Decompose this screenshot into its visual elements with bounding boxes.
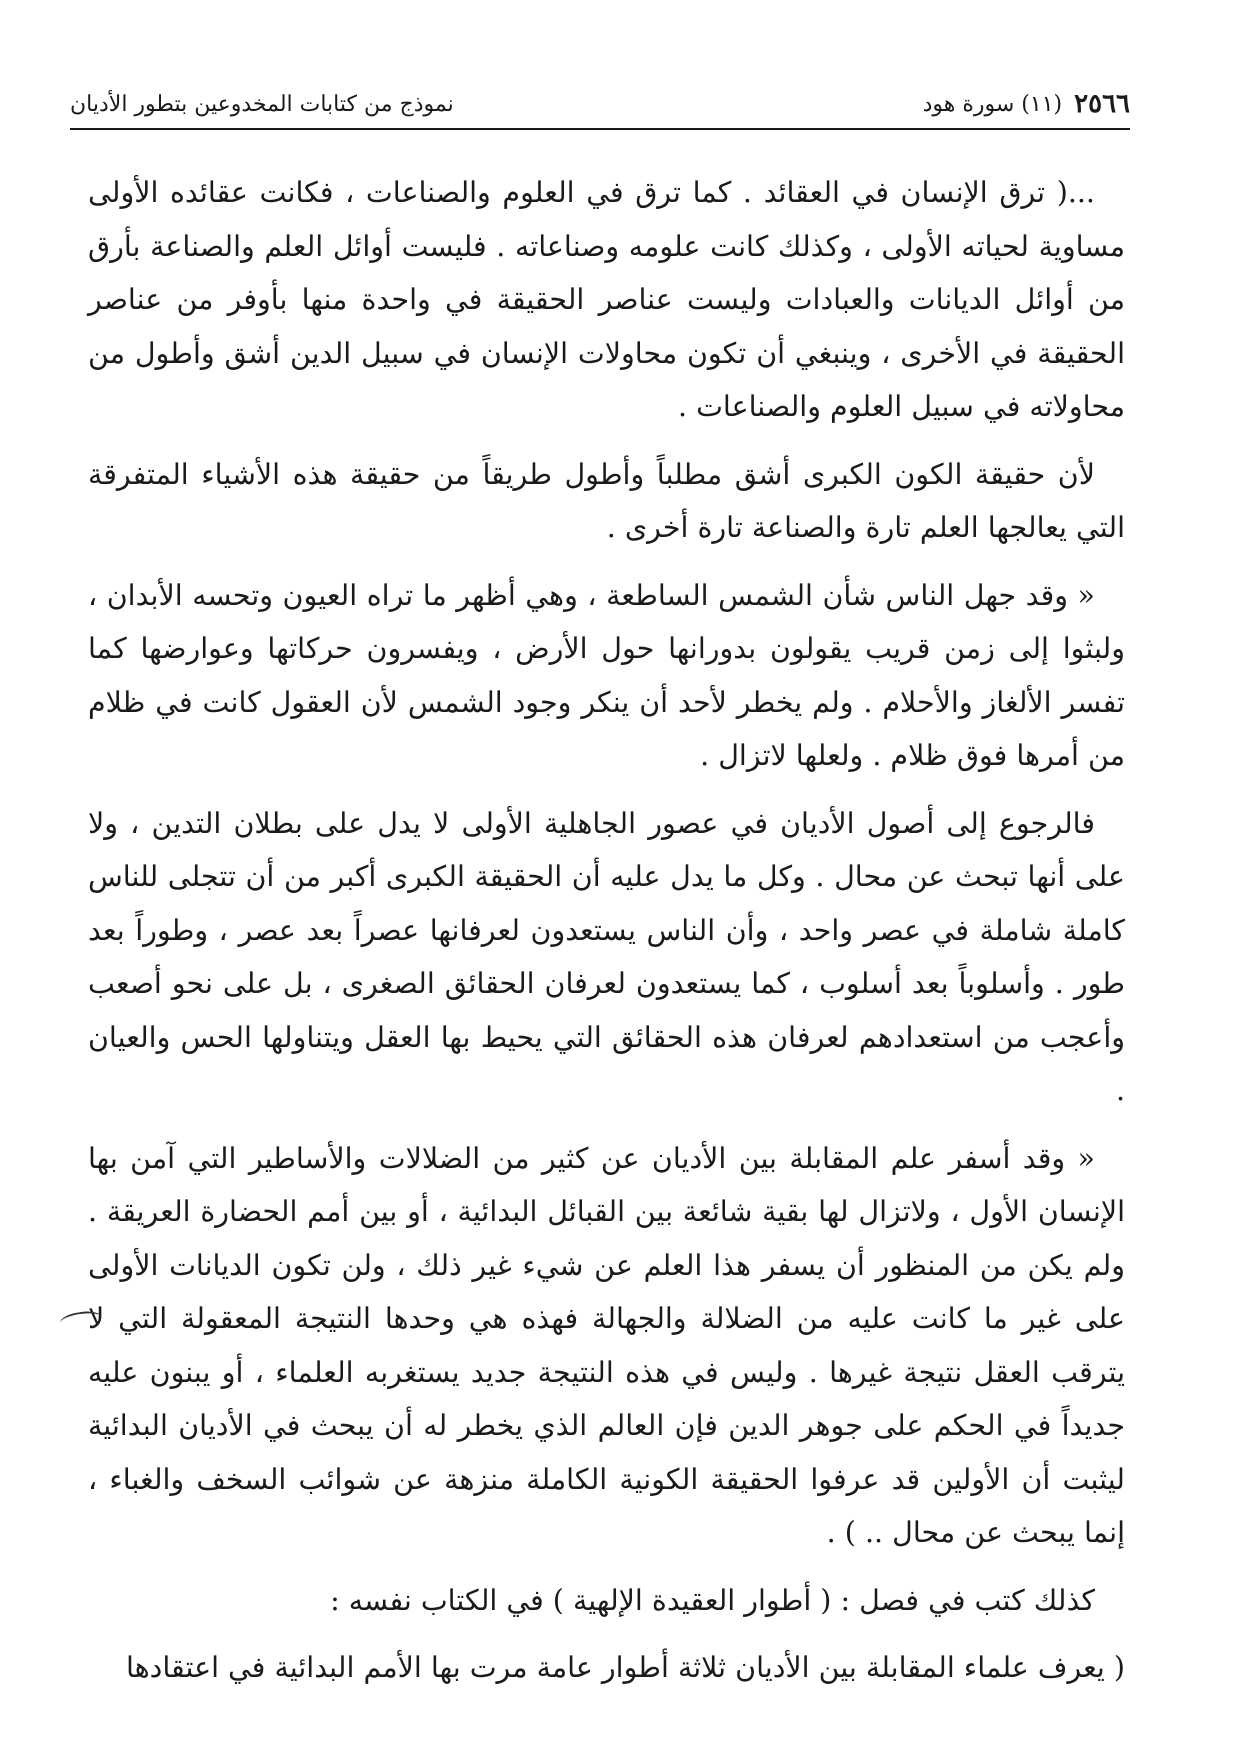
- section-title: نموذج من كتابات المخدوعين بتطور الأديان: [70, 91, 454, 117]
- surah-label: (١١) سورة هود: [922, 91, 1063, 117]
- paragraph-2: لأن حقيقة الكون الكبرى أشق مطلباً وأطول طريقاً من حقيقة هذه الأشياء المتفرقة التي يعالجها العلم تارة والصناعة تارة أخرى .: [88, 457, 1125, 544]
- body-text: [88, 166, 1125, 1695]
- running-header: [70, 82, 1130, 126]
- paragraph-7: ( يعرف علماء المقابلة بين الأديان ثلاثة أطوار عامة مرت بها الأمم البدائية في اعتقادها: [125, 1651, 1125, 1684]
- paragraph-6: كذلك كتب في فصل : ( أطوار العقيدة الإلهية ) في الكتاب نفسه :: [330, 1583, 1095, 1617]
- page-number: ٢٥٦٦: [1074, 89, 1130, 119]
- header-right-group: [923, 89, 1130, 119]
- paragraph-3: « وقد جهل الناس شأن الشمس الساطعة ، وهي أظهر ما تراه العيون وتحسه الأبدان ، ولبثوا إلى زمن قريب يقولون بدورانها حول الأرض ، ويفسرون حركاتها وعوارضها كما تفسر الألغاز والأحلام . ولم يخطر لأحد أن ينكر وجود الشمس لأن العقول كانت في ظلام من أمرها فوق ظلام . ولعلها لاتزال .: [88, 578, 1125, 772]
- paragraph-1: ...( ترق الإنسان في العقائد . كما ترق في العلوم والصناعات ، فكانت عقائده الأولى مساوية لحياته الأولى ، وكذلك كانت علومه وصناعاته . فليست أوائل العلم والصناعة بأرق من أوائل الديانات والعبادات وليست عناصر الحقيقة في واحدة منها بأوفر من عناصر الحقيقة في الأخرى ، وينبغي أن تكون محاولات الإنسان في سبيل الدين أشق وأطول من محاولاته في سبيل العلوم والصناعات .: [88, 176, 1125, 423]
- paragraph-4: فالرجوع إلى أصول الأديان في عصور الجاهلية الأولى لا يدل على بطلان التدين ، ولا على أنها تبحث عن محال . وكل ما يدل عليه أن الحقيقة الكبرى أكبر من أن تتجلى للناس كاملة شاملة في عصر واحد ، وأن الناس يستعدون لعرفانها عصراً بعد عصر ، وطوراً بعد طور . وأسلوباً بعد أسلوب ، كما يستعدون لعرفان الحقائق الصغرى ، بل على نحو أصعب وأعجب من استعدادهم لعرفان هذه الحقائق التي يحيط بها العقل ويتناولها الحس والعيان .: [88, 806, 1125, 1107]
- header-rule: [70, 128, 1130, 130]
- paragraph-5: « وقد أسفر علم المقابلة بين الأديان عن كثير من الضلالات والأساطير التي آمن بها الإنسان الأول ، ولاتزال لها بقية شائعة بين القبائل البدائية ، أو بين أمم الحضارة العريقة . ولم يكن من المنظور أن يسفر هذا العلم عن شيء غير ذلك ، ولن تكون الديانات الأولى على غير ما كانت عليه من الضلالة والجهالة فهذه هي وحدها النتيجة المعقولة التي لا يترقب العقل نتيجة غيرها . وليس في هذه النتيجة جديد يستغربه العلماء ، أو يبنون عليه جديداً في الحكم على جوهر الدين فإن العالم الذي يخطر له أن يبحث في الأديان البدائية ليثبت أن الأولين قد عرفوا الحقيقة الكونية الكاملة منزهة عن شوائب السخف والغباء ، إنما يبحث عن محال .. ) .: [88, 1141, 1125, 1549]
